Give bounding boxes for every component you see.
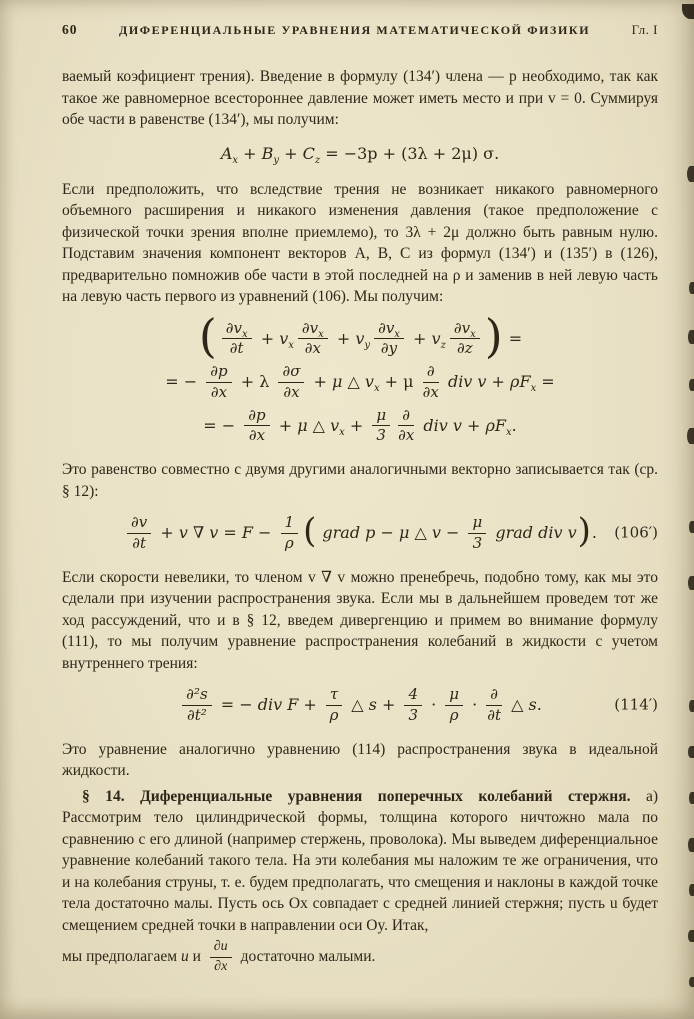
scan-artifact (689, 379, 694, 391)
scan-artifact (689, 521, 694, 533)
closing-text-2: и (188, 947, 205, 965)
paragraph-assumption: Если предположить, что вследствие трения не возникает никакого равномерного объемного расширения и никакого изменения давления (такое предположение с физической точки зрения вполне приемлемо), то 3λ + 2μ должно быть равным нулю. Подставим значения компонент векторов A, B, C из формул (134′) и (135′) в (126), предварительно помножив обе части в этой последней на ρ и заменив в ней левую часть на левую часть первого из уравнений (106). Мы получим: (62, 180, 658, 305)
scan-artifact (688, 930, 694, 942)
equation-number-114: (114′) (614, 695, 658, 714)
page-number: 60 (62, 22, 78, 37)
formula-114: $\frac{\text{∂²s}}{\text{∂t²}}$ = − div F + $\frac{\tau}{\rho}$ △ s + $\frac{4}{3}$ · $\frac{\mu}{\rho}$ · $\frac{\partial}{\partial t}$ △ s. (114′) (62, 687, 658, 724)
scan-artifact (689, 884, 694, 896)
scan-artifact (688, 746, 694, 758)
section-body: а) Рассмотрим тело цилиндрической формы, толщина которого ничтожно мала по сравнению с его длиной (например стержень, проволока). Мы выведем диференциальное уравнение колебаний такого тела. На эти колебания мы наложим те же ограничения, что и на колебания струны, т. е. будем предполагать, что смещения и наклоны в каждой точке тела достаточно малы. Пусть ось Ox совпадает с средней линией стержня; пусть u будет смещением средней точки в направлении оси Oy. Итак, (62, 787, 658, 934)
formula-momentum-expanded (62, 308, 658, 445)
variable-u: u (180, 947, 189, 965)
scan-artifact (688, 576, 694, 590)
paragraph-small-velocities: Если скорости невелики, то членом v ∇ v можно пренебречь, подобно тому, как мы это сделали при изучении распространения звука. Если мы в дальнейшем проведем тот же ход рассуждений, что и в § 12, введем дивергенцию и примем во внимание формулу (111), то мы получим уравнение распространения колебаний в жидкости с учетом внутреннего трения: (62, 568, 658, 672)
paragraph-analogy: Это уравнение аналогично уравнению (114) распространения звука в идеальной жидкости. (62, 740, 658, 779)
page-content (62, 22, 658, 978)
formula-106: $\frac{\partial v}{\partial t}$ + v ∇ v = F − $\frac{1}{\rho}$ ( grad p − μ △ v − $\frac{\mu}{3}$ grad div v). (106′) (62, 515, 658, 552)
scan-artifact (689, 700, 694, 712)
running-title: ДИФЕРЕНЦИАЛЬНЫЕ УРАВНЕНИЯ МАТЕМАТИЧЕСКОЙ ФИЗИКИ (118, 23, 591, 37)
running-header (62, 22, 658, 38)
scan-artifact (689, 977, 694, 987)
inline-fraction-du-dx: $\frac{\partial u}{\partial x}$ (210, 940, 232, 974)
scan-artifact (687, 428, 694, 444)
paragraph-closing (62, 940, 658, 974)
formula-line-2: = − $\frac{\partial p}{\partial x}$ + λ $\frac{\partial\sigma}{\partial x}$ + μ △ $v_x + \mu$ $\frac{\partial}{\partial x}$ div $v + \rho F_x$ = (165, 362, 555, 401)
formula-line-3: = − $\frac{\partial p}{\partial x}$ + μ △ $v_x$ + $\frac{\mu}{3}$ $\frac{\partial}{\partial x}$ div $v + \rho F_x$. (203, 405, 517, 445)
section-heading: § 14. Диференциальные уравнения поперечных колебаний стержня. (82, 787, 631, 805)
closing-text-1: мы предполагаем (62, 947, 181, 965)
scan-artifact (688, 838, 694, 852)
paragraph-friction: ваемый коэфициент трения). Введение в формулу (134′) члена — p необходимо, так как такое же равномерное всестороннее давление может иметь место и при v = 0. Суммируя обе части в равенстве (134′), мы получим: (62, 68, 658, 128)
paragraph-section-14 (62, 786, 658, 937)
formula-sum-components: $A_x + B_y + C_z = -3p + (3\lambda + 2\mu)$ σ. (220, 143, 500, 166)
scan-artifact (682, 4, 694, 19)
scan-artifact (688, 330, 694, 344)
closing-text-3: достаточно малыми. (236, 947, 376, 965)
formula-line-1: ( $\frac{\partial v_x}{\partial t}$ + $v_x$ $\frac{\partial v_x}{\partial x}$ + $v_y$ $\frac{\partial v_x}{\partial y}$ + $v_z$ $\frac{\partial v_x}{\partial z}$ ) = (198, 308, 523, 363)
scan-artifact (689, 792, 694, 804)
scan-artifact (689, 282, 694, 294)
equation-number-106: (106′) (614, 523, 658, 542)
paragraph-vector-form: Это равенство совместно с двумя другими аналогичными векторно записывается так (ср. § 12): (62, 461, 658, 500)
chapter-label: Гл. I (631, 22, 658, 37)
scan-artifact (687, 166, 694, 182)
